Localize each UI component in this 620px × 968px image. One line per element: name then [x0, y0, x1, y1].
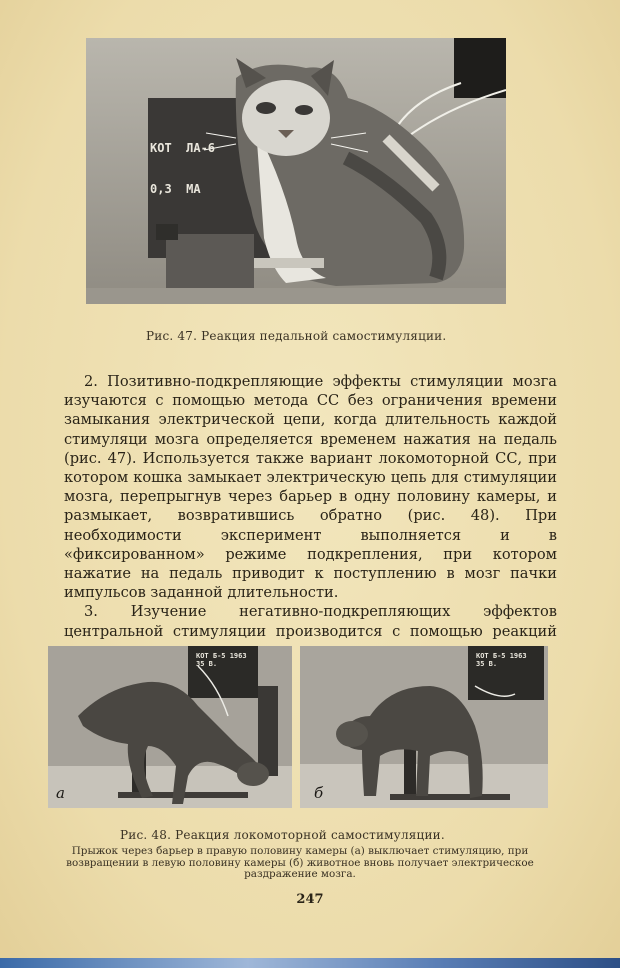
figure-47-sign	[150, 114, 215, 224]
figure-48-caption: Рис. 48. Реакция локомоторной самостимуляции.	[120, 828, 445, 842]
figure-48-panel-a	[48, 646, 292, 808]
figure-47-caption: Рис. 47. Реакция педальной самостимуляции.	[146, 329, 447, 343]
figure-48-note: Прыжок через барьер в правую половину камеры (а) выключает стимуляцию, при возвращении в левую половину камеры (б) животное вновь получает электрическое раздражение мозга.	[66, 845, 534, 881]
page-number: 247	[296, 892, 324, 907]
figure-48b-sign: КОТ Б-5 1963 35 В.	[476, 652, 527, 669]
panel-a-label: а	[56, 784, 65, 802]
paragraph-3: 3. Изучение негативно-подкрепляющих эффектов центральной стимуляции производится с помощью реакций	[64, 603, 557, 640]
panel-b-label: б	[314, 784, 324, 802]
paragraph-2: 2. Позитивно-подкрепляющие эффекты стимуляции мозга изучаются с помощью метода СС без ограничения времени замыкания электрической цепи, когда длительность каждой стимуляци мозга определяется временем нажатия на педаль (рис. 47). Используется также вариант локомоторной СС, при котором кошка замыкает электрическую цепь для стимуляции мозга, перепрыгнув через барьер в одну половину камеры, и размыкает, возвратившись обратно (рис. 48). При необходимости эксперимент выполняется и в «фиксированном» режиме подкрепления, при котором нажатие на педаль приводит к поступлению в мозг пачки импульсов заданной длительности.	[64, 373, 557, 602]
figure-48-panel-b	[300, 646, 548, 808]
sign-line-1: КОТ ЛА-6	[150, 140, 216, 155]
sign-line-2: 0,3 МА	[150, 181, 201, 196]
body-text	[64, 372, 557, 660]
figure-47-photo	[86, 38, 506, 304]
figure-48a-sign: КОТ Б-5 1963 35 В.	[196, 652, 247, 669]
scan-edge	[0, 958, 620, 968]
